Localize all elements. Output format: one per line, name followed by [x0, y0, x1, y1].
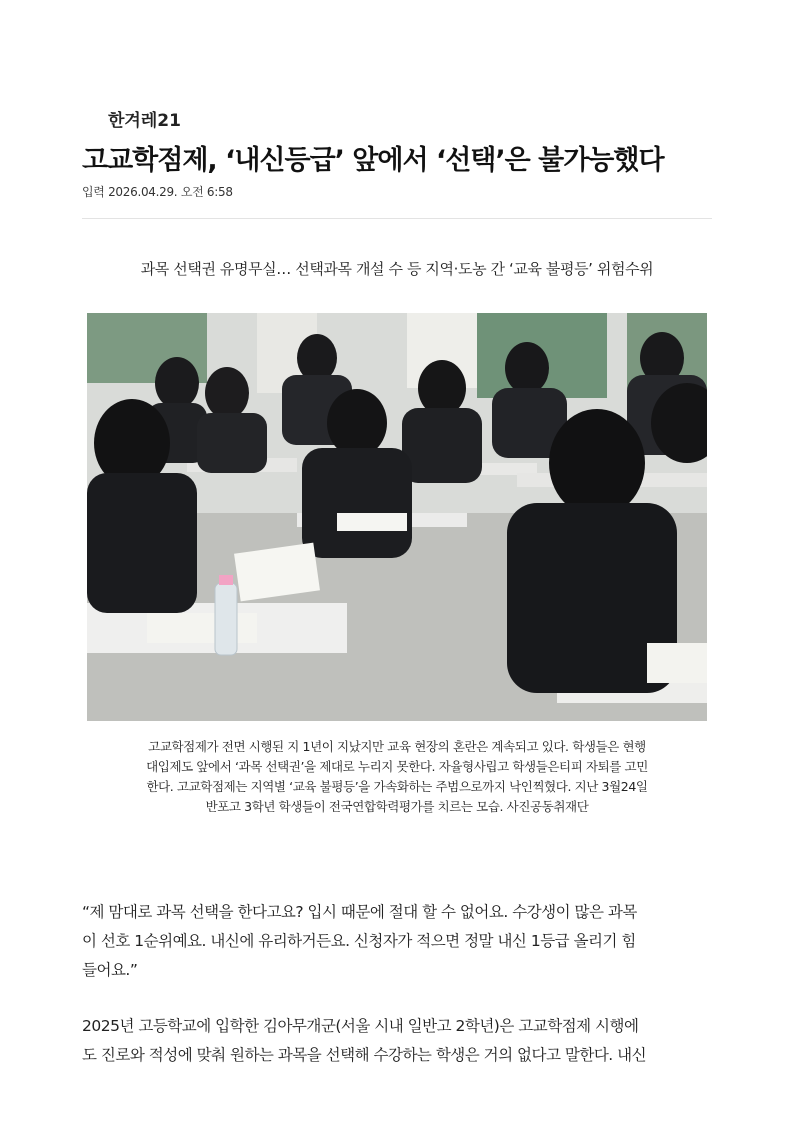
paragraph-line: 이 선호 1순위예요. 내신에 유리하거든요. 신청자가 적으면 정말 내신 1등급 올리기 힘 [82, 932, 636, 950]
paragraph-line: 도 진로와 적성에 맞춰 원하는 과목을 선택해 수강하는 학생은 거의 없다고 말한다. 내신 [82, 1046, 647, 1064]
divider [82, 218, 712, 219]
paragraph-line: 들어요.” [82, 961, 138, 979]
article-subhead: 과목 선택권 유명무실… 선택과목 개설 수 등 지역·도농 간 ‘교육 불평등’ 위험수위 [140, 260, 654, 278]
photo-students-exam-icon [87, 313, 707, 721]
caption-line: 한다. 고교학점제는 지역별 ‘교육 불평등’을 가속화하는 주범으로까지 낙인찍혔다. 지난 3월24일 [146, 779, 648, 794]
article-dateline: 입력 2026.04.29. 오전 6:58 [82, 185, 233, 199]
article-photo [87, 313, 707, 721]
caption-line: 대입제도 앞에서 ‘과목 선택권’을 제대로 누리지 못한다. 자율형사립고 학생들은티피 자퇴를 고민 [146, 759, 648, 774]
body-paragraph-2 [82, 1012, 714, 1070]
publisher-name[interactable]: 한겨레21 [108, 111, 181, 131]
paragraph-line: 2025년 고등학교에 입학한 김아무개군(서울 시내 일반고 2학년)은 고교학점제 시행에 [82, 1017, 639, 1035]
caption-line: 반포고 3학년 학생들이 전국연합학력평가를 치르는 모습. 사진공동취재단 [205, 799, 589, 814]
article-headline: 고교학점제, ‘내신등급’ 앞에서 ‘선택’은 불가능했다 [82, 145, 664, 176]
caption-line: 고교학점제가 전면 시행된 지 1년이 지났지만 교육 현장의 혼란은 계속되고 있다. 학생들은 현행 [148, 739, 646, 754]
body-paragraph-1 [82, 898, 714, 985]
paragraph-line: “제 맘대로 과목 선택을 한다고요? 입시 때문에 절대 할 수 없어요. 수강생이 많은 과목 [82, 903, 637, 921]
photo-caption [100, 737, 694, 817]
